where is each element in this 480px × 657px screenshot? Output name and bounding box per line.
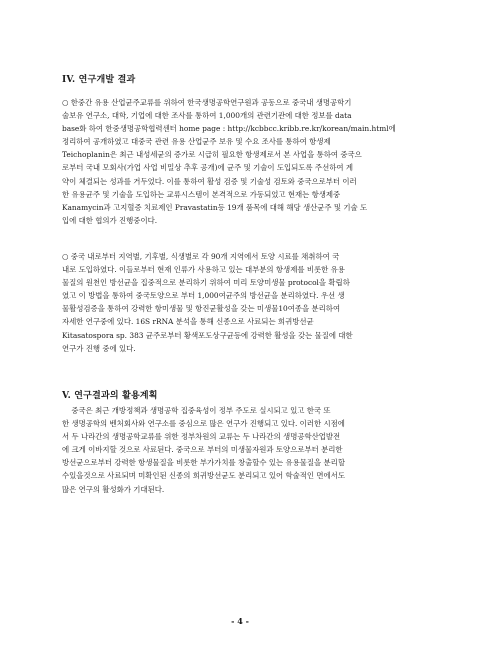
text-line: 술보유 연구소, 대학, 기업에 대한 조사를 통하여 1,000개의 관련기관에 대한 정보를 data bbox=[62, 111, 352, 121]
text-line: 서 두 나라간의 생명공학교류를 위한 정부차원의 교류는 두 나라간의 생명공학산업발전 bbox=[62, 432, 341, 442]
text-line: 자세한 연구중에 있다. 16S rRNA 분석을 통해 신종으로 사료되는 희귀방선균 bbox=[62, 317, 314, 327]
text-line: base화 하여 한중생명공학협력센터 home page : http://kcbbcc.kribb.re.kr/korean/main.html에 bbox=[62, 124, 396, 134]
text-line: 약이 체결되는 성과를 거두었다. 이를 통하여 활성 검증 및 기술성 검토와 중국으로부터 이러 bbox=[62, 176, 357, 186]
text-line: 연구가 진행 중에 있다. bbox=[62, 343, 136, 353]
text-line: 정리하여 공개하였고 대중국 관련 유용 산업균주 보유 및 수요 조사를 통하여 항생제 bbox=[62, 137, 331, 147]
text-line: 방선균으로부터 강력한 항생물질을 비롯한 부가가치를 창출할수 있는 유용물질을 분리할 bbox=[62, 458, 345, 468]
text-line: 많은 연구의 활성화가 기대된다. bbox=[62, 484, 165, 494]
text-line: 수있을것으로 사료되며 미확인된 신종의 희귀방선균도 분리되고 있어 학술적인 면에서도 bbox=[62, 471, 345, 481]
text-line: Kanamycin과 고지혈증 치료제인 Pravastatin등 19개 품목에 대해 해당 생산균주 및 기술 도 bbox=[62, 202, 368, 212]
text-line: ○ 중국 내로부터 지역별, 기후별, 식생별로 각 90개 지역에서 토양 시료를 채취하여 국 bbox=[62, 252, 340, 261]
text-line: 물활성검증을 통하여 강력한 항미생물 및 항진균활성을 갖는 미생물10여종을 분리하여 bbox=[62, 304, 341, 314]
text-line: Kitasatospora sp. 383 균주로부터 황색포도상구균등에 강력한 활성을 갖는 물질에 대한 bbox=[62, 330, 353, 340]
text-line: 중국은 최근 개방정책과 생명공학 집중육성이 정부 주도로 실시되고 있고 한국 또 bbox=[62, 406, 331, 415]
text-line: 한 유용균주 및 기술을 도입하는 교류시스템이 본격적으로 가동되었고 현재는 항생제중 bbox=[62, 189, 341, 199]
page-number: - 4 - bbox=[231, 616, 249, 626]
text-line: Teichoplanin은 최근 내성세균의 증가로 시급히 필요한 항생제로서 본 사업을 통하여 중국으 bbox=[62, 150, 362, 160]
section-4-paragraph-1 bbox=[62, 96, 437, 227]
section-4-paragraph-2 bbox=[62, 250, 437, 355]
text-line: 로부터 국내 모회사(가업 사업 비밀상 추후 공개)에 균주 및 기술이 도입되도록 주선하여 계 bbox=[62, 163, 353, 173]
text-line: 내로 도입하였다. 이들로부터 현재 인류가 사용하고 있는 대부분의 항생제를 비롯한 유용 bbox=[62, 265, 345, 275]
text-line: 한 생명공학의 벤처회사와 연구소를 중심으로 많은 연구가 진행되고 있다. 이러한 시점에 bbox=[62, 419, 345, 429]
text-line: 입에 대한 협의가 진행중이다. bbox=[62, 215, 158, 225]
text-line: 물질의 원천인 방선균을 집중적으로 분리하기 위하여 미리 토양미생물 protocol을 확립하 bbox=[62, 278, 350, 288]
text-line: 였고 이 방법을 통하여 중국토양으로 부터 1,000여균주의 방선균을 분리하였다. 우선 생 bbox=[62, 291, 345, 301]
text-line: 에 크게 이바지할 것으로 사료된다. 중국으로 부터의 미생물자원과 토양으로부터 분리한 bbox=[62, 445, 343, 455]
text-line: ○ 한중간 유용 산업균주교류를 위하여 한국생명공학연구원과 공동으로 중국내 생명공학기 bbox=[62, 98, 352, 107]
section-5-paragraph bbox=[62, 404, 437, 496]
section-heading-4: IV. 연구개발 결과 bbox=[62, 75, 136, 85]
section-heading-5: V. 연구결과의 활용계획 bbox=[62, 391, 158, 401]
